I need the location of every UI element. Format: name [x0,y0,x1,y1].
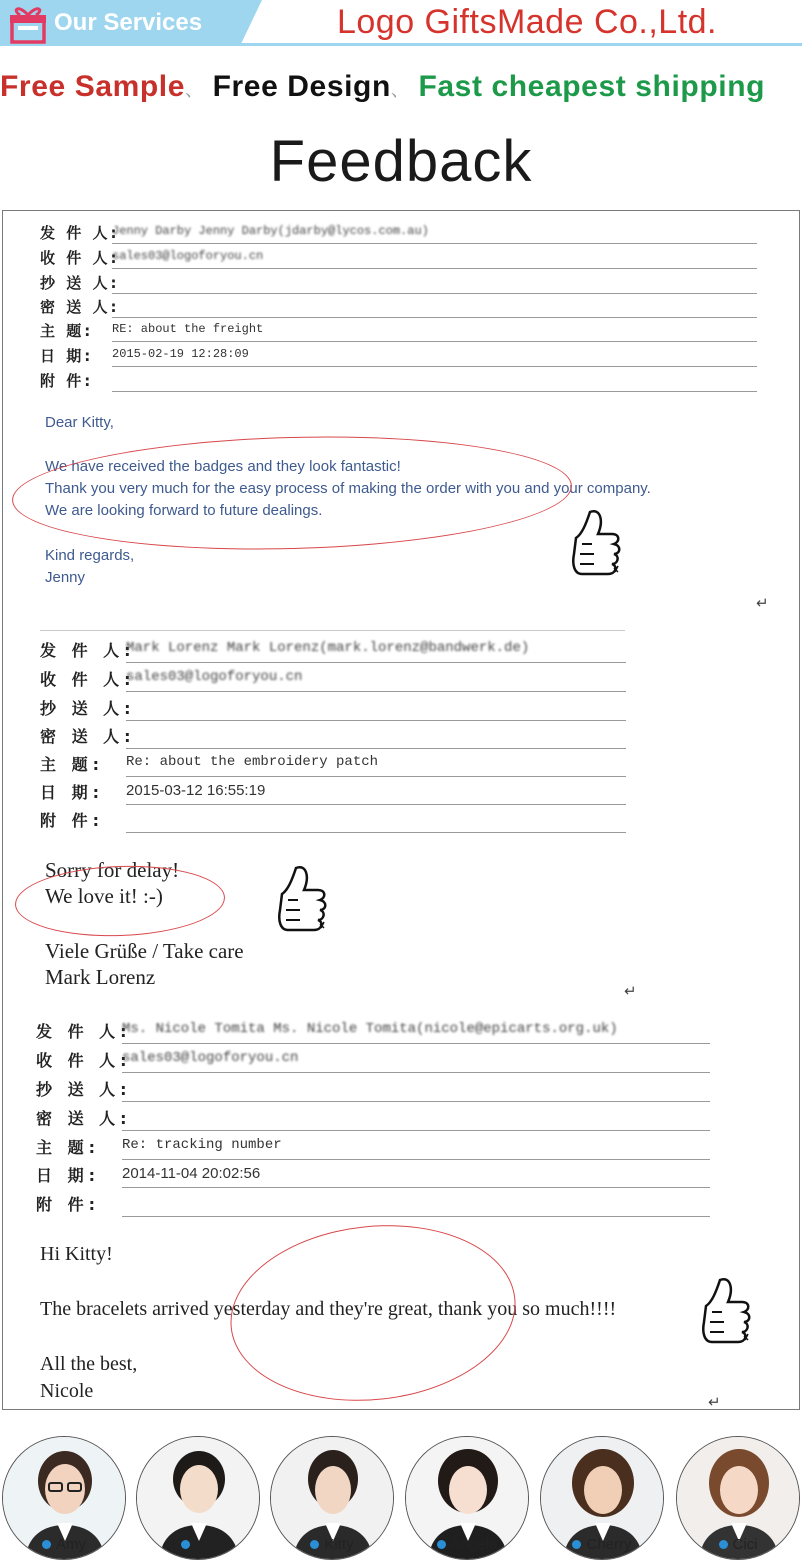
row-line [112,341,757,342]
from-value: Jenny Darby Jenny Darby(jdarby@lycos.com.au) [112,224,429,238]
tagline [0,70,802,110]
row-line [122,1043,710,1044]
row-line [112,293,757,294]
date-value: 2015-02-19 12:28:09 [112,347,249,361]
tagline-shipping: Fast cheapest shipping [418,70,766,103]
status-dot-icon [719,1540,728,1549]
attach-row [40,808,630,832]
to-value: sales03@logoforyou.cn [126,669,303,685]
row-line [112,268,757,269]
email-2-signature: Mark Lorenz [45,965,156,989]
bcc-row [36,1106,716,1130]
page-title: Feedback [269,129,533,194]
to-label: 收 件 人: [36,1051,132,1070]
from-row [40,638,630,662]
attach-label: 附 件: [36,1195,100,1214]
email-2-line: Sorry for delay! [45,858,180,882]
row-line [112,391,757,392]
to-label: 收 件 人: [40,670,136,689]
from-label: 发 件 人: [40,641,136,660]
date-row [40,780,630,804]
from-row [40,222,760,246]
row-line [122,1187,710,1188]
row-line [126,720,626,721]
from-label: 发 件 人: [40,224,120,242]
bcc-row [40,724,630,748]
date-label: 日 期: [40,783,104,802]
row-line [112,366,757,367]
thumbs-up-icon [568,508,624,584]
row-line [126,832,626,833]
team-member-name: Cici [732,1536,758,1553]
bcc-label: 密 送 人: [40,727,136,746]
email-1-line: Thank you very much for the easy process of making the order with you and your company. [45,480,651,497]
row-line [126,691,626,692]
gift-box-icon [8,4,48,44]
row-line [122,1159,710,1160]
date-value: 2015-03-12 16:55:19 [126,782,266,799]
subject-label: 主 题: [36,1138,100,1157]
row-line [122,1130,710,1131]
team-member-name: Kitty [324,1536,354,1553]
cc-label: 抄 送 人: [40,274,120,292]
status-dot-icon [437,1540,446,1549]
row-line [112,243,757,244]
row-line [126,662,626,663]
cc-label: 抄 送 人: [40,699,136,718]
date-value: 2014-11-04 20:02:56 [122,1165,261,1182]
status-dot-icon [572,1540,581,1549]
company-name: Logo GiftsMade Co.,Ltd. [336,3,718,41]
date-row [36,1163,716,1187]
email-1-greeting: Dear Kitty, [45,414,114,431]
from-row [36,1019,716,1043]
attach-row [36,1192,716,1216]
to-value: sales03@logoforyou.cn [112,249,264,263]
bcc-label: 密 送 人: [36,1109,132,1128]
separator-line [40,630,625,631]
date-label: 日 期: [36,1166,100,1185]
row-line [122,1216,710,1217]
services-label: Our Services [54,9,203,36]
row-line [122,1101,710,1102]
to-row [40,667,630,691]
row-line [122,1072,710,1073]
subject-value: Re: tracking number [122,1137,282,1153]
email-3-greeting: Hi Kitty! [40,1243,113,1265]
cc-label: 抄 送 人: [36,1080,132,1099]
tagline-separator: 、 [390,80,410,100]
thumbs-up-icon [274,864,330,940]
cc-row [40,696,630,720]
attach-label: 附 件: [40,811,104,830]
subject-value: Re: about the embroidery patch [126,754,379,770]
subject-row [40,320,760,344]
team-avatar [540,1436,664,1560]
tagline-free-design: Free Design [212,70,391,103]
team-member-name: Amy [56,1536,86,1553]
row-line [126,748,626,749]
team-avatar [270,1436,394,1560]
email-3-line: The bracelets arrived yesterday and they're great, thank you so much!!!! [40,1298,617,1320]
cc-row [36,1077,716,1101]
subject-row [40,752,630,776]
email-2-closing: Viele Grüße / Take care [45,939,244,963]
tagline-free-sample: Free Sample [0,70,186,103]
tagline-separator: 、 [185,80,204,100]
return-mark: ↵ [756,595,769,612]
subject-label: 主 题: [40,322,94,340]
cc-row [40,272,760,296]
bcc-row [40,296,760,320]
subject-value: RE: about the freight [112,322,264,336]
to-label: 收 件 人: [40,249,120,267]
return-mark: ↵ [624,983,637,1000]
email-3-signature: Nicole [40,1380,94,1402]
subject-label: 主 题: [40,755,104,774]
return-mark: ↵ [708,1394,721,1411]
status-dot-icon [181,1540,190,1549]
email-3-closing: All the best, [40,1353,138,1375]
email-2-line: We love it! :-) [45,884,163,908]
attach-label: 附 件: [40,372,94,390]
date-row [40,345,760,369]
email-1-line: We are looking forward to future dealings. [45,502,323,519]
team-member-name: Angela [450,1536,498,1553]
from-value: Mark Lorenz Mark Lorenz(mark.lorenz@bandwerk.de) [126,640,530,656]
team-avatar [676,1436,800,1560]
subject-row [36,1135,716,1159]
row-line [126,804,626,805]
date-label: 日 期: [40,347,94,365]
bcc-label: 密 送 人: [40,298,120,316]
team-avatar [405,1436,529,1560]
row-line [112,317,757,318]
team-member-name: Cherry [586,1536,632,1553]
email-1-line: We have received the badges and they look fantastic! [45,458,401,475]
attach-row [40,370,760,394]
status-dot-icon [310,1540,319,1549]
team-avatar [136,1436,260,1560]
thumbs-up-icon [698,1276,754,1352]
row-line [126,776,626,777]
email-1-closing: Kind regards, [45,547,135,564]
status-dot-icon [42,1540,51,1549]
to-row [36,1048,716,1072]
team-avatar [2,1436,126,1560]
to-value: sales03@logoforyou.cn [122,1050,299,1066]
to-row [40,247,760,271]
email-1-signature: Jenny [45,569,86,586]
team-member-name: Liz [195,1536,215,1553]
from-label: 发 件 人: [36,1022,132,1041]
from-value: Ms. Nicole Tomita Ms. Nicole Tomita(nicole@epicarts.org.uk) [122,1021,618,1037]
